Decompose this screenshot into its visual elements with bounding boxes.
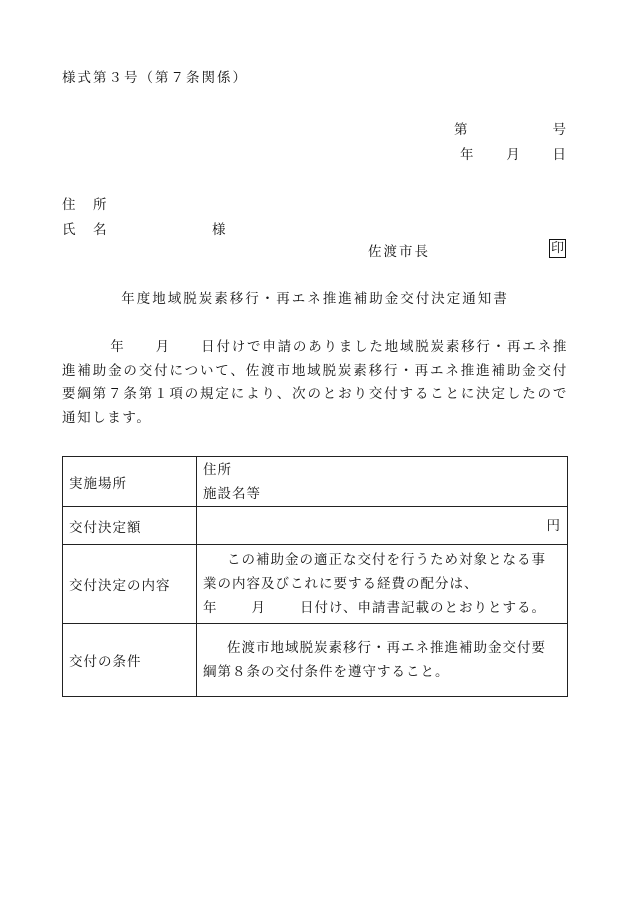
content-month: 月 xyxy=(251,600,266,616)
table-row xyxy=(63,545,568,624)
location-address: 住所 xyxy=(203,461,232,478)
content-cell xyxy=(197,545,568,624)
recipient-honorific: 様 xyxy=(212,222,228,238)
notice-body xyxy=(62,336,568,430)
location-facility: 施設名等 xyxy=(203,485,261,502)
recipient-name-label: 氏 名 xyxy=(62,222,109,238)
content-line-2: 業の内容及びこれに要する経費の配分は、 xyxy=(203,576,479,592)
label-content: 交付決定の内容 xyxy=(63,545,197,624)
body-year: 年 xyxy=(110,339,126,355)
seal-mark: 印 xyxy=(551,241,565,256)
recipient-address-label: 住 所 xyxy=(62,197,109,213)
content-date-text: 日付け、申請書記載のとおりとする。 xyxy=(300,600,546,616)
decision-table xyxy=(62,456,568,697)
date-month: 月 xyxy=(506,147,522,163)
table-row xyxy=(63,624,568,697)
label-amount: 交付決定額 xyxy=(63,507,197,545)
amount-value: 円 xyxy=(197,507,568,545)
date-year: 年 xyxy=(460,147,476,163)
content-line-1: この補助金の適正な交付を行うため対象となる事 xyxy=(227,552,546,568)
number-prefix: 第 xyxy=(454,122,470,138)
body-text: 日付けで申請のありました地域脱炭素移行・再エネ推進補助金の交付について、佐渡市地域脱炭素移行・再エネ推進補助金交付要綱第７条第１項の規定により、次のとおり交付することに決定したので通知します。 xyxy=(62,339,568,426)
conditions-cell xyxy=(197,624,568,697)
issue-date xyxy=(460,143,568,163)
conditions-line-2: 綱第８条の交付条件を遵守すること。 xyxy=(203,664,450,680)
content-line-3 xyxy=(203,596,561,620)
content-year: 年 xyxy=(203,600,218,616)
location-cell xyxy=(197,457,568,507)
body-month: 月 xyxy=(155,339,171,355)
table-row xyxy=(63,507,568,545)
document-title: 年度地域脱炭素移行・再エネ推進補助金交付決定通知書 xyxy=(121,291,509,307)
label-location: 実施場所 xyxy=(63,457,197,507)
form-number: 様式第３号（第７条関係） xyxy=(62,70,248,86)
date-day: 日 xyxy=(552,147,568,163)
conditions-line-1: 佐渡市地域脱炭素移行・再エネ推進補助金交付要 xyxy=(227,640,546,656)
issuer-title: 佐渡市長 xyxy=(368,244,430,260)
number-suffix: 号 xyxy=(552,122,568,138)
document-number xyxy=(454,118,568,138)
label-conditions: 交付の条件 xyxy=(63,624,197,697)
table-row xyxy=(63,457,568,507)
